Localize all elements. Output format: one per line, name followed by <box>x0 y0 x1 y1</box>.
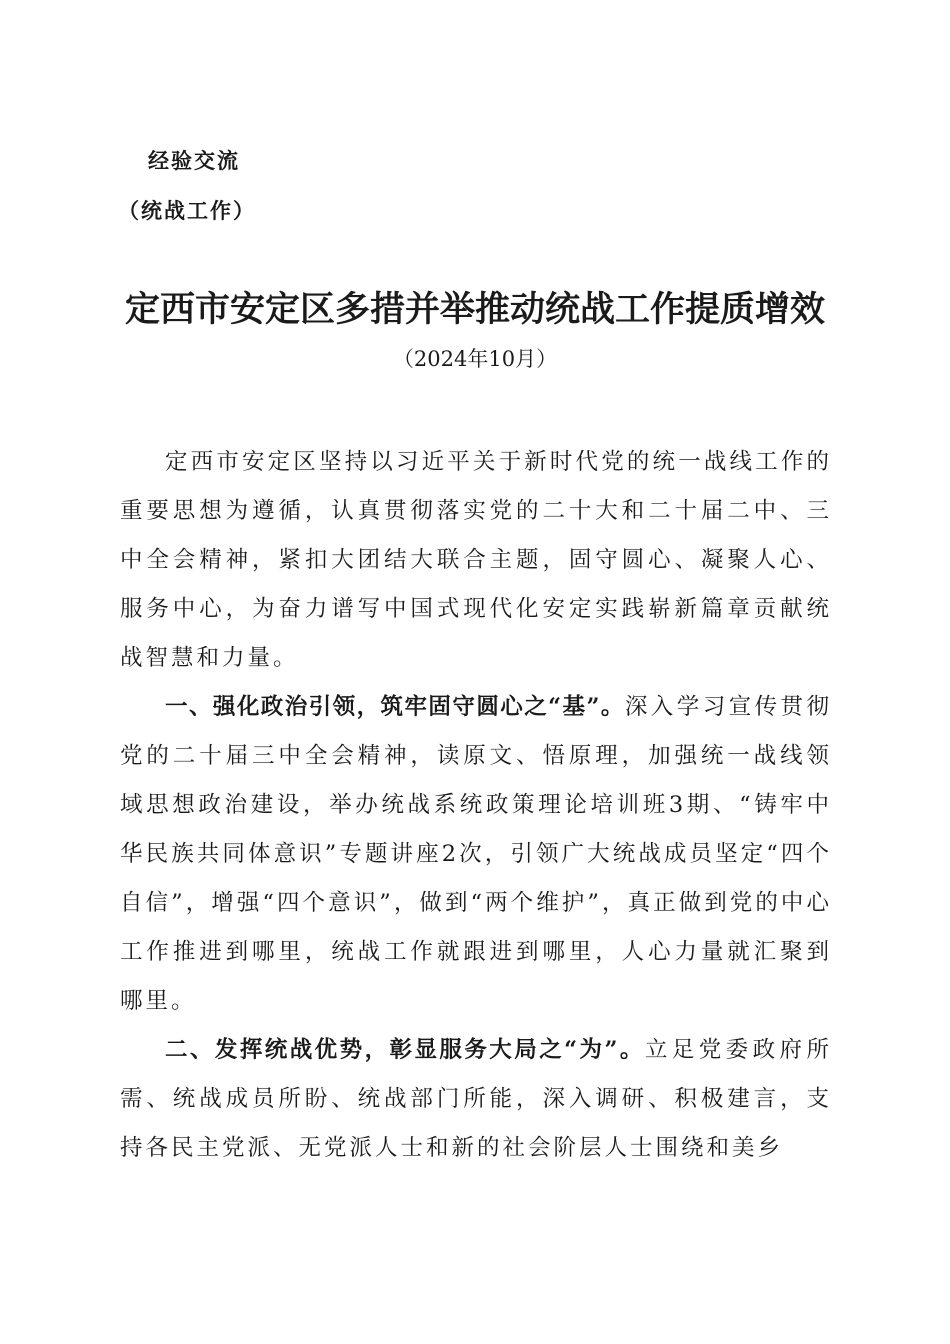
section-heading: 一、强化政治引领，筑牢固守圆心之“基”。 <box>165 694 625 720</box>
section-heading: 二、发挥统战优势，彰显服务大局之“为”。 <box>165 1037 645 1063</box>
subcategory-label: （统战工作） <box>118 198 256 223</box>
paragraph-section-one <box>120 683 832 1026</box>
paragraph-section-two <box>120 1026 832 1173</box>
paragraph-text: 深入学习宣传贯彻党的二十届三中全会精神，读原文、悟原理，加强统一战线领域思想政治建设，举办统战系统政策理论培训班3期、“铸牢中华民族共同体意识”专题讲座2次，引领广大统战成员坚定“四个自信”，增强“四个意识”，做到“两个维护”，真正做到党的中心工作推进到哪里，统战工作就跟进到哪里，人心力量就汇聚到哪里。 <box>120 694 832 1014</box>
paragraph-text: 定西市安定区坚持以习近平关于新时代党的统一战线工作的重要思想为遵循，认真贯彻落实党的二十大和二十届二中、三中全会精神，紧扣大团结大联合主题，固守圆心、凝聚人心、服务中心，为奋力谱写中国式现代化安定实践崭新篇章贡献统战智慧和力量。 <box>120 449 832 671</box>
paragraph-intro <box>120 438 832 683</box>
article-title: 定西市安定区多措并举推动统战工作提质增效 <box>124 289 825 330</box>
paragraph-text: 立足党委政府所需、统战成员所盼、统战部门所能，深入调研、积极建言，支持各民主党派、无党派人士和新的社会阶层人士围绕和美乡 <box>120 1037 832 1161</box>
article-date: （2024年10月） <box>392 347 558 371</box>
article-body <box>120 438 832 1173</box>
category-label: 经验交流 <box>148 148 240 173</box>
